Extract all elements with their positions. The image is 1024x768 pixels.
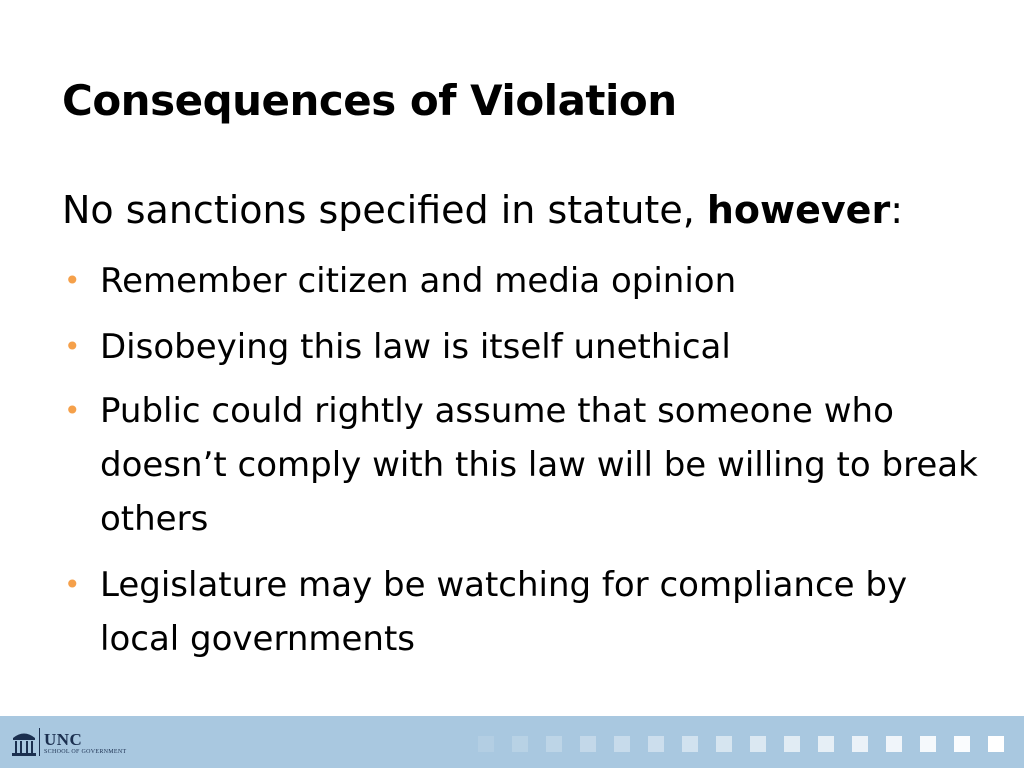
decorative-square	[886, 736, 902, 752]
bullet-text: Disobeying this law is itself unethical	[100, 327, 731, 367]
footer-bar	[0, 716, 1024, 768]
bullet-dot-icon: •	[64, 264, 81, 297]
decorative-square	[478, 736, 494, 752]
bullet-dot-icon: •	[64, 394, 81, 427]
decorative-square	[954, 736, 970, 752]
lead-end: :	[890, 188, 904, 232]
bullet-text: Remember citizen and media opinion	[100, 261, 737, 301]
decorative-square	[512, 736, 528, 752]
decorative-square	[988, 736, 1004, 752]
unc-logo	[10, 728, 127, 758]
decorative-square	[580, 736, 596, 752]
bullet-dot-icon: •	[64, 330, 81, 363]
decorative-square	[818, 736, 834, 752]
old-well-icon	[10, 728, 38, 758]
decorative-square	[614, 736, 630, 752]
bullet-dot-icon: •	[64, 568, 81, 601]
lead-plain: No sanctions specified in statute,	[62, 188, 707, 232]
bullet-text: Public could rightly assume that someone who doesn’t comply with this law will be willing to break others	[100, 391, 978, 539]
bullet-text: Legislature may be watching for compliance by local governments	[100, 565, 908, 659]
lead-bold: however	[706, 188, 891, 232]
decorative-square	[784, 736, 800, 752]
decorative-square	[648, 736, 664, 752]
slide-title: Consequences of Violation	[62, 76, 677, 125]
lead-text	[62, 188, 903, 232]
decorative-square	[546, 736, 562, 752]
decorative-square	[750, 736, 766, 752]
decorative-square	[920, 736, 936, 752]
decorative-square	[852, 736, 868, 752]
logo-text: UNC	[44, 730, 83, 749]
decorative-square	[716, 736, 732, 752]
logo-subtext: SCHOOL OF GOVERNMENT	[44, 749, 127, 755]
decorative-square	[682, 736, 698, 752]
